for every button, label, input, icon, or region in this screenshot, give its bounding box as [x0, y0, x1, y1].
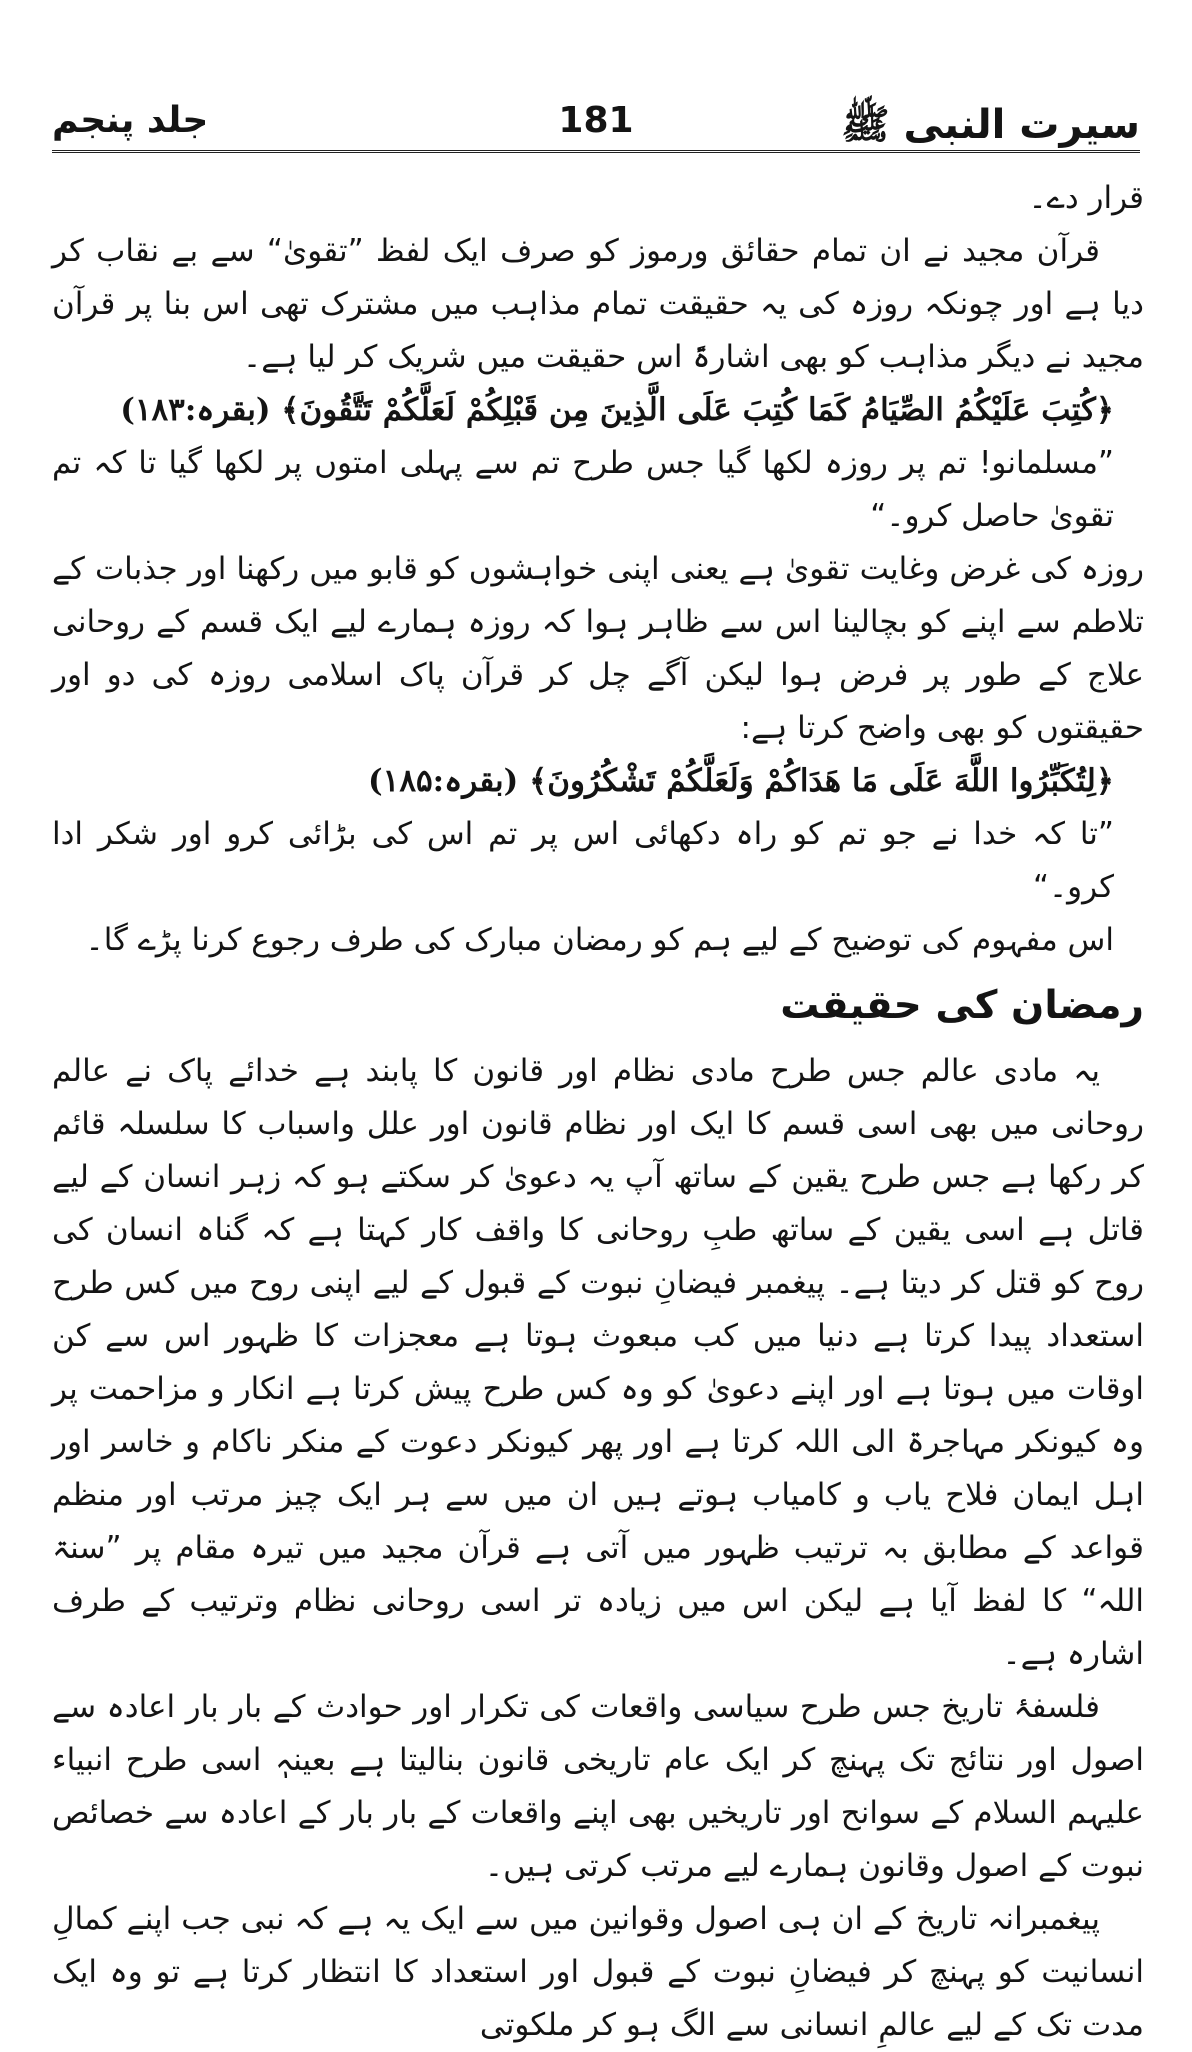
paragraph: یہ مادی عالم جس طرح مادی نظام اور قانون کا پابند ہے خدائے پاک نے عالم روحانی میں بھی اسی قسم کا ایک اور نظام قانون اور علل واسباب کا سلسلہ قائم کر رکھا ہے جس طرح یقین کے ساتھ آپ یہ دعویٰ کر سکتے ہو کہ زہر انسان کے لیے قاتل ہے اسی یقین کے ساتھ طبِ روحانی کا واقف کار کہتا ہے کہ گناہ انسان کی روح کو قتل کر دیتا ہے۔ پیغمبر فیضانِ نبوت کے قبول کے لیے اپنی روح میں کس طرح استعداد پیدا کرتا ہے دنیا میں کب مبعوث ہوتا ہے معجزات کا ظہور اس سے کن اوقات میں ہوتا ہے اور اپنے دعویٰ کو وہ کس طرح پیش کرتا ہے انکار و مزاحمت پر وہ کیونکر مہاجرۃ الی اللہ کرتا ہے اور پھر کیونکر دعوت کے منکر ناکام و خاسر اور اہل ایمان فلاح یاب و کامیاب ہوتے ہیں ان میں سے ہر ایک چیز مرتب اور منظم قواعد کے مطابق بہ ترتیب ظہور میں آتی ہے قرآن مجید میں تیرہ مقام پر ”سنۃ اللہ“ کا لفظ آیا ہے لیکن اس میں زیادہ تر اسی روحانی نظام وترتیب کے طرف اشارہ ہے۔ — [52, 1053, 1144, 1672]
page-header — [52, 88, 1140, 153]
verse-translation: ”مسلمانو! تم پر روزہ لکھا گیا جس طرح تم سے پہلی امتوں پر لکھا گیا تا کہ تم تقویٰ حاصل کرو۔“ — [52, 445, 1114, 534]
paragraph: روزہ کی غرض وغایت تقویٰ ہے یعنی اپنی خواہشوں کو قابو میں رکھنا اور جذبات کے تلاطم سے اپنے کو بچالینا اس سے ظاہر ہوا کہ روزہ ہمارے لیے ایک قسم کے روحانی علاج کے طور پر فرض ہوا لیکن آگے چل کر قرآن پاک اسلامی روزہ کی دو اور حقیقتوں کو بھی واضح کرتا ہے: — [52, 551, 1144, 746]
paragraph: فلسفۂ تاریخ جس طرح سیاسی واقعات کی تکرار اور حوادث کے بار بار اعادہ سے اصول اور نتائج تک پہنچ کر ایک عام تاریخی قانون بنالیتا ہے بعینہٖ اسی طرح انبیاء علیہم السلام کے سوانح اور تاریخیں بھی اپنے واقعات کے بار بار کے اعادہ سے خصائص نبوت کے اصول وقانون ہمارے لیے مرتب کرتی ہیں۔ — [52, 1689, 1144, 1884]
paragraph: پیغمبرانہ تاریخ کے ان ہی اصول وقوانین میں سے ایک یہ ہے کہ نبی جب اپنے کمالِ انسانیت کو پہنچ کر فیضانِ نبوت کے قبول اور استعداد کا انتظار کرتا ہے تو وہ ایک مدت تک کے لیے عالمِ انسانی سے الگ ہو کر ملکوتی — [52, 1901, 1144, 2043]
volume-label: جلد پنجم — [52, 100, 209, 141]
verse-translation: ”تا کہ خدا نے جو تم کو راہ دکھائی اس پر تم اس کی بڑائی کرو اور شکر ادا کرو۔“ — [52, 816, 1114, 905]
page-body — [52, 172, 1144, 2052]
text-line: قرار دے۔ — [1028, 180, 1144, 216]
quran-verse: ﴿كُتِبَ عَلَيْكُمُ الصِّيَامُ كَمَا كُتِبَ عَلَى الَّذِينَ مِن قَبْلِكُمْ لَعَلَّكُمْ تَتَّقُونَ﴾ (بقرہ:۱۸۳) — [120, 392, 1114, 428]
paragraph: قرآن مجید نے ان تمام حقائق ورموز کو صرف ایک لفظ ”تقویٰ“ سے بے نقاب کر دیا ہے اور چونکہ روزہ کی یہ حقیقت تمام مذاہب میں مشترک تھی اس بنا پر قرآن مجید نے دیگر مذاہب کو بھی اشارۃً اس حقیقت میں شریک کر لیا ہے۔ — [52, 233, 1144, 375]
book-title: سیرت النبی ﷺ — [841, 102, 1140, 148]
quran-verse: ﴿لِتُكَبِّرُوا اللَّهَ عَلَى مَا هَدَاكُمْ وَلَعَلَّكُمْ تَشْكُرُونَ﴾ (بقرہ:۱۸۵) — [368, 763, 1114, 799]
text-line: اس مفہوم کی توضیح کے لیے ہم کو رمضان مبارک کی طرف رجوع کرنا پڑے گا۔ — [85, 922, 1114, 958]
section-heading: رمضان کی حقیقت — [780, 983, 1144, 1028]
page-number: 181 — [558, 100, 634, 141]
